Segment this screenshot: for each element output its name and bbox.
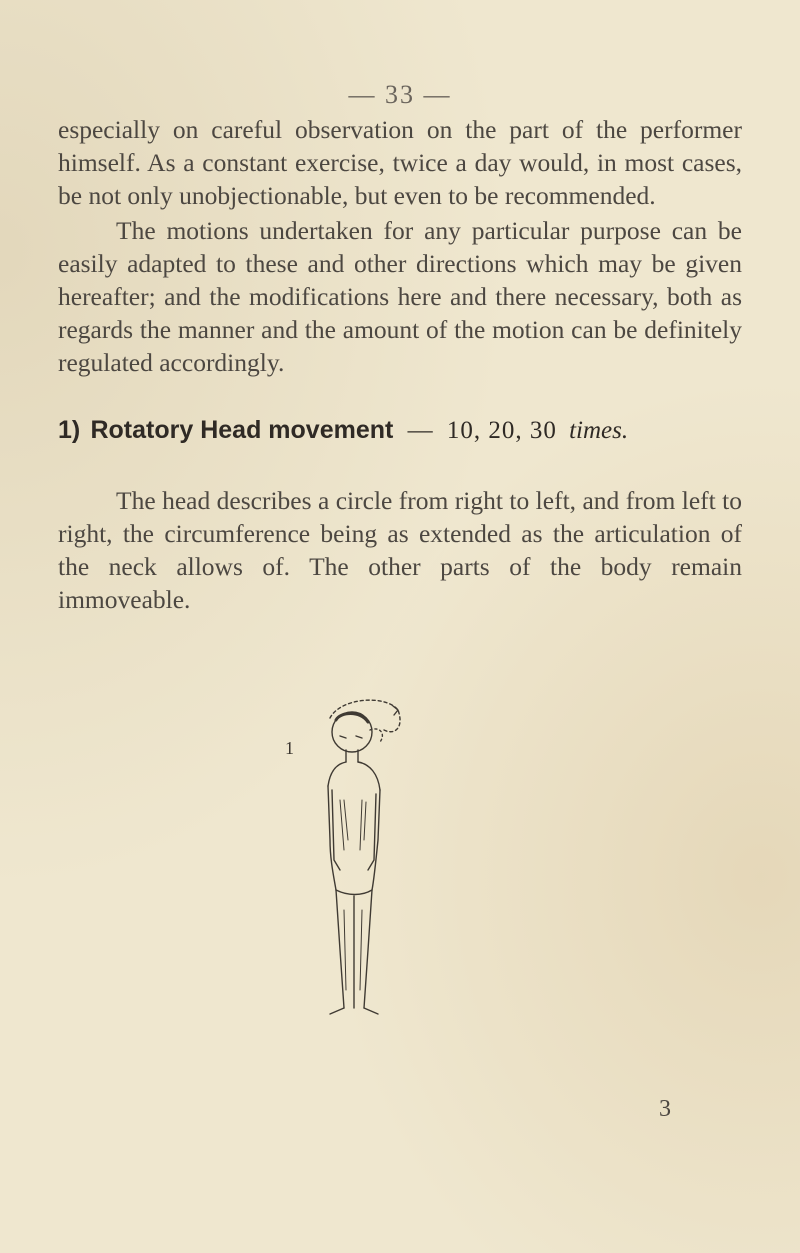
section-dash: —: [407, 417, 433, 444]
section-number: 1): [58, 416, 81, 444]
section-counts: 10, 20, 30: [446, 417, 557, 444]
page-number: — 33 —: [348, 80, 452, 109]
standing-figure-illustration-icon: [300, 690, 420, 1020]
paragraph-continuation: especially on careful observation on the part of the performer himself. As a constant exercise, twice a day would, in most cases, be not only unobjectionable, but even to be recommended.: [58, 115, 742, 210]
figure-label: 3: [659, 1096, 671, 1122]
figure-number: 1: [285, 738, 294, 758]
section-unit: times.: [569, 417, 629, 444]
section-heading: [58, 416, 742, 445]
section-title: Rotatory Head movement: [90, 416, 394, 444]
paragraph-motions: The motions undertaken for any particular purpose can be easily adapted to these and other directions which may be given hereafter; and the modifications here and there necessary, both as regards the manner and the amount of the motion can be definitely regulated accordingly.: [58, 216, 742, 377]
paragraph-description: The head describes a circle from right to left, and from left to right, the circumference being as extended as the articulation of the neck allows of. The other parts of the body remain immoveable.: [58, 486, 742, 614]
